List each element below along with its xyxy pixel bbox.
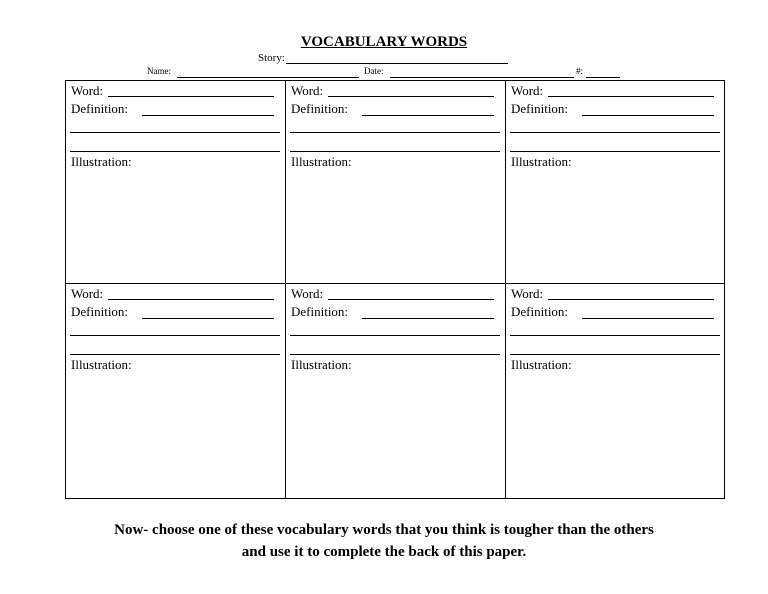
page-title: VOCABULARY WORDS (300, 34, 468, 50)
definition-line[interactable] (70, 335, 280, 336)
date-label: Date: (364, 66, 384, 76)
definition-label: Definition: (511, 101, 569, 116)
definition-line[interactable] (290, 151, 500, 152)
vocab-card (66, 284, 286, 498)
word-field[interactable] (108, 299, 274, 300)
definition-line[interactable] (290, 354, 500, 355)
word-label: Word: (511, 83, 544, 98)
word-field[interactable] (328, 299, 494, 300)
vocab-card (66, 81, 286, 284)
definition-line[interactable] (70, 132, 280, 133)
illustration-label: Illustration: (291, 154, 352, 169)
word-label: Word: (291, 286, 324, 301)
footer-line-2: and use it to complete the back of this paper. (241, 544, 527, 560)
definition-field[interactable] (582, 318, 714, 319)
number-label: #: (576, 66, 584, 76)
date-field[interactable] (390, 77, 574, 78)
definition-label: Definition: (71, 101, 129, 116)
definition-line[interactable] (510, 132, 720, 133)
illustration-label: Illustration: (71, 357, 132, 372)
name-field[interactable] (177, 77, 359, 78)
story-label: Story: (258, 52, 285, 64)
definition-field[interactable] (362, 318, 494, 319)
definition-field[interactable] (362, 115, 494, 116)
definition-label: Definition: (511, 304, 569, 319)
illustration-label: Illustration: (291, 357, 352, 372)
word-label: Word: (71, 83, 104, 98)
illustration-label: Illustration: (511, 154, 572, 169)
story-field[interactable] (286, 63, 508, 64)
word-label: Word: (291, 83, 324, 98)
definition-field[interactable] (142, 318, 274, 319)
definition-label: Definition: (291, 101, 349, 116)
vocabulary-grid (65, 80, 725, 499)
definition-line[interactable] (70, 354, 280, 355)
footer-line-1: Now- choose one of these vocabulary words that you think is tougher than the others (114, 522, 654, 538)
word-field[interactable] (328, 96, 494, 97)
definition-field[interactable] (582, 115, 714, 116)
word-field[interactable] (108, 96, 274, 97)
definition-line[interactable] (510, 151, 720, 152)
definition-line[interactable] (510, 354, 720, 355)
word-field[interactable] (548, 299, 714, 300)
definition-label: Definition: (71, 304, 129, 319)
definition-line[interactable] (70, 151, 280, 152)
definition-line[interactable] (290, 132, 500, 133)
illustration-label: Illustration: (71, 154, 132, 169)
number-field[interactable] (586, 77, 620, 78)
word-label: Word: (511, 286, 544, 301)
word-field[interactable] (548, 96, 714, 97)
vocab-card (506, 284, 724, 498)
illustration-label: Illustration: (511, 357, 572, 372)
definition-line[interactable] (290, 335, 500, 336)
word-label: Word: (71, 286, 104, 301)
definition-label: Definition: (291, 304, 349, 319)
vocab-card (286, 284, 506, 498)
footer-instructions (0, 519, 768, 563)
name-label: Name: (147, 66, 171, 76)
definition-field[interactable] (142, 115, 274, 116)
vocab-card (506, 81, 724, 284)
definition-line[interactable] (510, 335, 720, 336)
vocab-card (286, 81, 506, 284)
